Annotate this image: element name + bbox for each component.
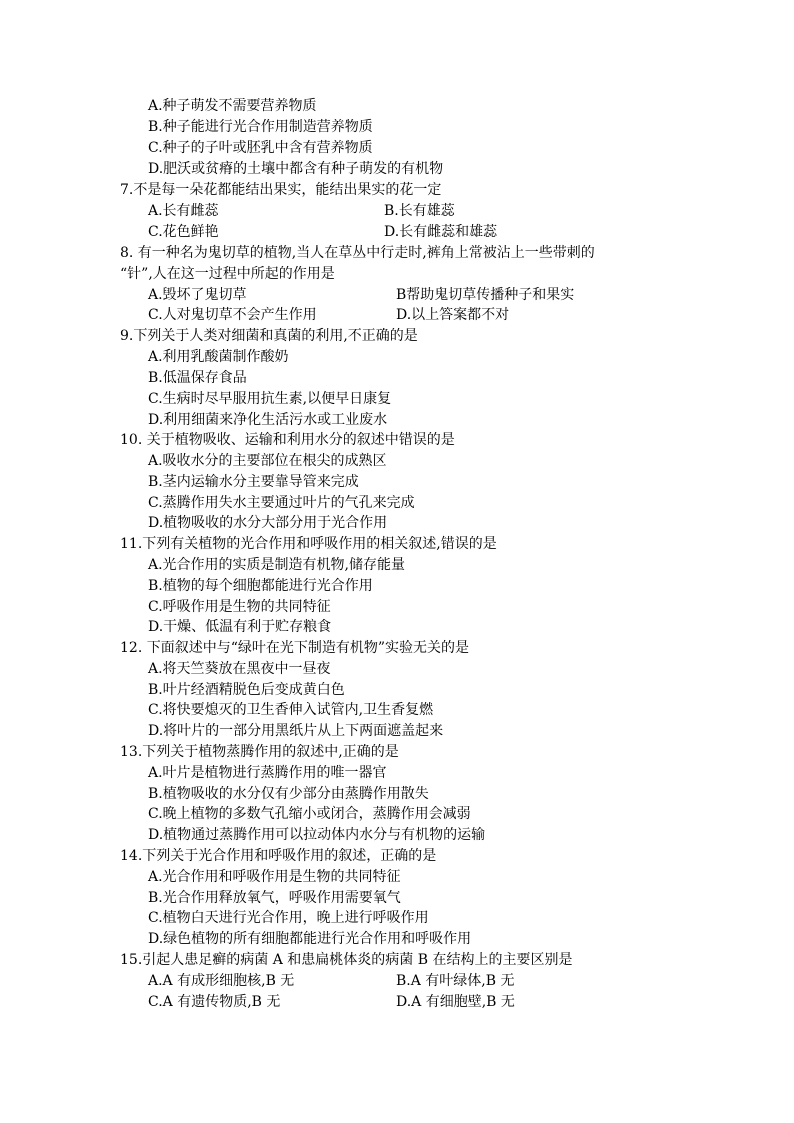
q6-option-a: A.种子萌发不需要营养物质: [148, 98, 317, 114]
q10-option-b: B.茎内运输水分主要靠导管来完成: [148, 474, 359, 490]
q7-option-c: C.花色鲜艳: [148, 224, 219, 240]
q14-option-a: A.光合作用和呼吸作用是生物的共同特征: [148, 869, 401, 885]
question-15: 15.引起人患足癣的病菌 A 和患扁桃体炎的病菌 B 在结构上的主要区别是: [120, 952, 573, 968]
q7-option-d: D.长有雌蕊和雄蕊: [384, 224, 498, 240]
q11-option-a: A.光合作用的实质是制造有机物,储存能量: [148, 557, 406, 573]
q13-option-c: C.晚上植物的多数气孔缩小或闭合，蒸腾作用会减弱: [148, 806, 471, 822]
q12-option-c: C.将快要熄灭的卫生香伸入试管内,卫生香复燃: [148, 702, 434, 718]
q13-option-b: B.植物吸收的水分仅有少部分由蒸腾作用散失: [148, 786, 429, 802]
q14-option-b: B.光合作用释放氧气，呼吸作用需要氧气: [148, 890, 401, 906]
q10-option-a: A.吸收水分的主要部位在根尖的成熟区: [148, 453, 387, 469]
q9-option-b: B.低温保存食品: [148, 370, 247, 386]
q6-option-b: B.种子能进行光合作用制造营养物质: [148, 119, 373, 135]
q12-option-b: B.叶片经酒精脱色后变成黄白色: [148, 682, 345, 698]
q9-option-c: C.生病时尽早服用抗生素,以便早日康复: [148, 391, 392, 407]
q14-option-c: C.植物白天进行光合作用，晚上进行呼吸作用: [148, 910, 429, 926]
question-13: 13.下列关于植物蒸腾作用的叙述中,正确的是: [120, 744, 399, 760]
q12-option-a: A.将天竺葵放在黑夜中一昼夜: [148, 661, 331, 677]
question-14: 14.下列关于光合作用和呼吸作用的叙述，正确的是: [120, 848, 437, 864]
question-7: 7.不是每一朵花都能结出果实，能结出果实的花一定: [120, 182, 442, 198]
q11-option-d: D.干燥、低温有利于贮存粮食: [148, 619, 332, 635]
question-8-continued: “针”,人在这一过程中所起的作用是: [120, 266, 335, 282]
q15-option-c: C.A 有遗传物质,B 无: [148, 994, 281, 1010]
q6-option-d: D.肥沃或贫瘠的土壤中都含有种子萌发的有机物: [148, 161, 444, 177]
q8-option-a: A.毁坏了鬼切草: [148, 287, 247, 303]
q10-option-d: D.植物吸收的水分大部分用于光合作用: [148, 515, 388, 531]
question-10: 10. 关于植物吸收、运输和利用水分的叙述中错误的是: [120, 432, 455, 448]
q11-option-b: B.植物的每个细胞都能进行光合作用: [148, 578, 373, 594]
q6-option-c: C.种子的子叶或胚乳中含有营养物质: [148, 140, 373, 156]
q12-option-d: D.将叶片的一部分用黑纸片从上下两面遮盖起来: [148, 723, 444, 739]
q13-option-d: D.植物通过蒸腾作用可以拉动体内水分与有机物的运输: [148, 827, 486, 843]
question-12: 12. 下面叙述中与“绿叶在光下制造有机物”实验无关的是: [120, 640, 470, 656]
question-11: 11.下列有关植物的光合作用和呼吸作用的相关叙述,错误的是: [120, 536, 497, 552]
question-9: 9.下列关于人类对细菌和真菌的利用,不正确的是: [120, 328, 418, 344]
q10-option-c: C.蒸腾作用失水主要通过叶片的气孔来完成: [148, 495, 415, 511]
q8-option-d: D.以上答案都不对: [396, 307, 510, 323]
q15-option-d: D.A 有细胞壁,B 无: [396, 994, 515, 1010]
q13-option-a: A.叶片是植物进行蒸腾作用的唯一器官: [148, 765, 387, 781]
q7-option-a: A.长有雌蕊: [148, 203, 219, 219]
q14-option-d: D.绿色植物的所有细胞都能进行光合作用和呼吸作用: [148, 931, 472, 947]
q15-option-b: B.A 有叶绿体,B 无: [396, 973, 515, 989]
question-8: 8. 有一种名为鬼切草的植物,当人在草丛中行走时,裤角上常被沾上一些带刺的: [120, 245, 595, 261]
q9-option-d: D.利用细菌来净化生活污水或工业废水: [148, 412, 388, 428]
q15-option-a: A.A 有成形细胞核,B 无: [148, 973, 295, 989]
q7-option-b: B.长有雄蕊: [384, 203, 455, 219]
q8-option-b: B帮助鬼切草传播种子和果实: [396, 287, 575, 303]
q9-option-a: A.利用乳酸菌制作酸奶: [148, 349, 289, 365]
q11-option-c: C.呼吸作用是生物的共同特征: [148, 599, 331, 615]
q8-option-c: C.人对鬼切草不会产生作用: [148, 307, 317, 323]
